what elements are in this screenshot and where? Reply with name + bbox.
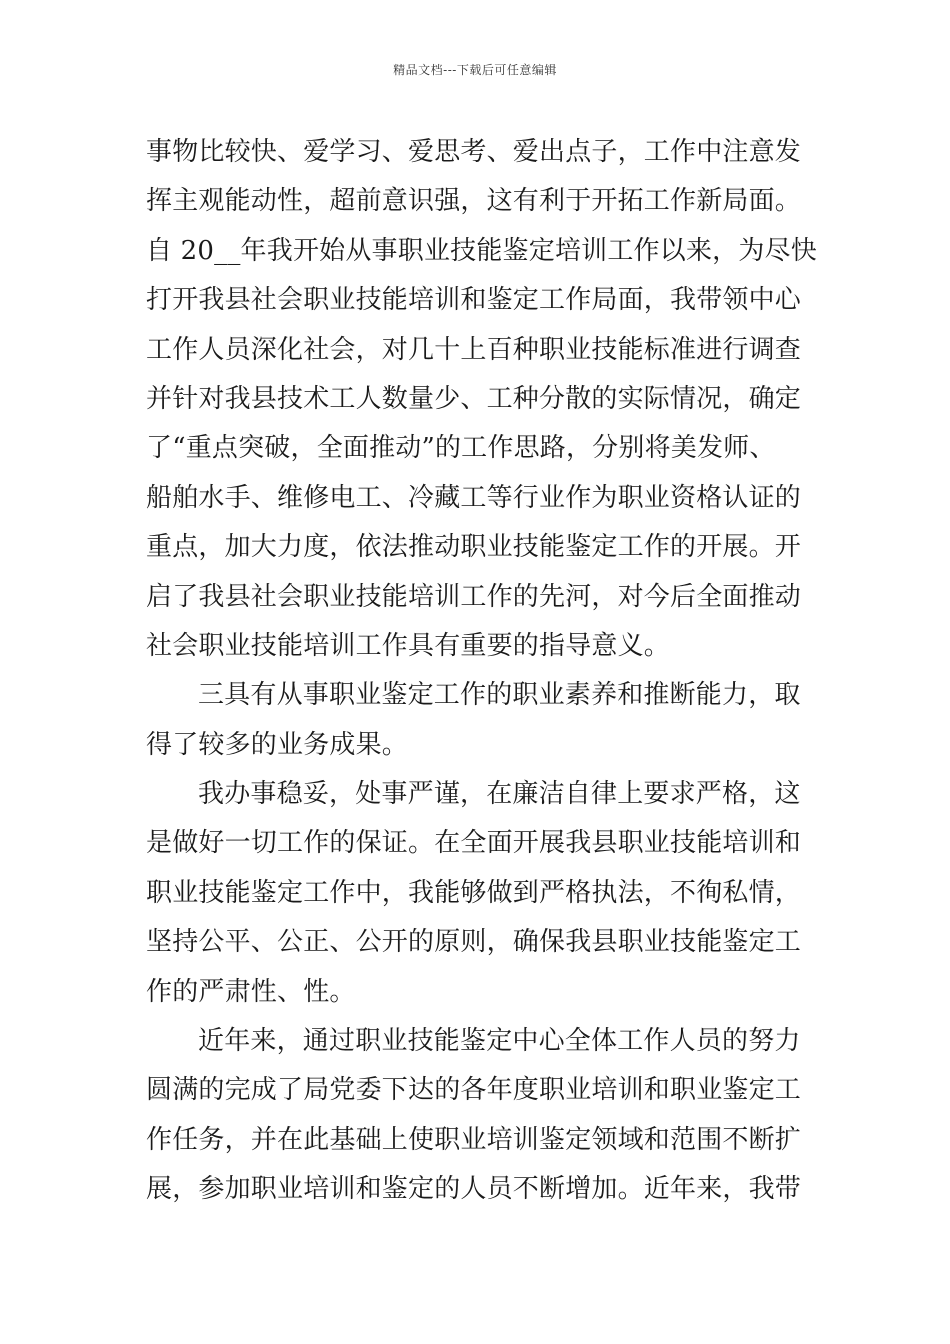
- text-line: 挥主观能动性，超前意识强，这有利于开拓工作新局面。: [146, 186, 802, 217]
- text-line: 事物比较快、爱学习、爱思考、爱出点子，工作中注意发: [146, 137, 802, 167]
- text-line: 坚持公平、公正、公开的原则，确保我县职业技能鉴定工: [146, 927, 802, 958]
- text-line: 圆满的完成了局党委下达的各年度职业培训和职业鉴定工: [146, 1075, 802, 1106]
- page-header: 精品文档---下载后可任意编辑: [393, 63, 557, 77]
- text-line: 自 20__年我开始从事职业技能鉴定培训工作以来，为尽快: [146, 235, 817, 266]
- text-line: 作的严肃性、性。: [146, 976, 356, 1007]
- paragraph-first-line: 近年来，通过职业技能鉴定中心全体工作人员的努力: [198, 1026, 801, 1057]
- text-line: 重点，加大力度，依法推动职业技能鉴定工作的开展。开: [146, 532, 802, 563]
- text-line: 船舶水手、维修电工、冷藏工等行业作为职业资格认证的: [146, 482, 802, 513]
- paragraph-first-line: 我办事稳妥，处事严谨，在廉洁自律上要求严格，这: [198, 779, 801, 810]
- text-line: 启了我县社会职业技能培训工作的先河，对今后全面推动: [146, 581, 802, 612]
- text-line: 职业技能鉴定工作中，我能够做到严格执法，不徇私情，: [146, 877, 802, 908]
- paragraph-first-line: 三具有从事职业鉴定工作的职业素养和推断能力，取: [198, 680, 801, 711]
- text-line: 工作人员深化社会，对几十上百种职业技能标准进行调查: [146, 334, 802, 365]
- text-line: 得了较多的业务成果。: [146, 729, 409, 760]
- text-line: 展，参加职业培训和鉴定的人员不断增加。近年来，我带: [146, 1174, 802, 1205]
- text-line: 社会职业技能培训工作具有重要的指导意义。: [146, 630, 671, 661]
- document-body: [146, 128, 817, 1215]
- text-line: 作任务，并在此基础上使职业培训鉴定领域和范围不断扩: [146, 1124, 802, 1155]
- text-line: 打开我县社会职业技能培训和鉴定工作局面，我带领中心: [146, 285, 802, 316]
- text-line: 并针对我县技术工人数量少、工种分散的实际情况，确定: [146, 383, 802, 414]
- text-line: 了“重点突破，全面推动”的工作思路，分别将美发师、: [146, 433, 776, 464]
- text-line: 是做好一切工作的保证。在全面开展我县职业技能培训和: [146, 828, 802, 859]
